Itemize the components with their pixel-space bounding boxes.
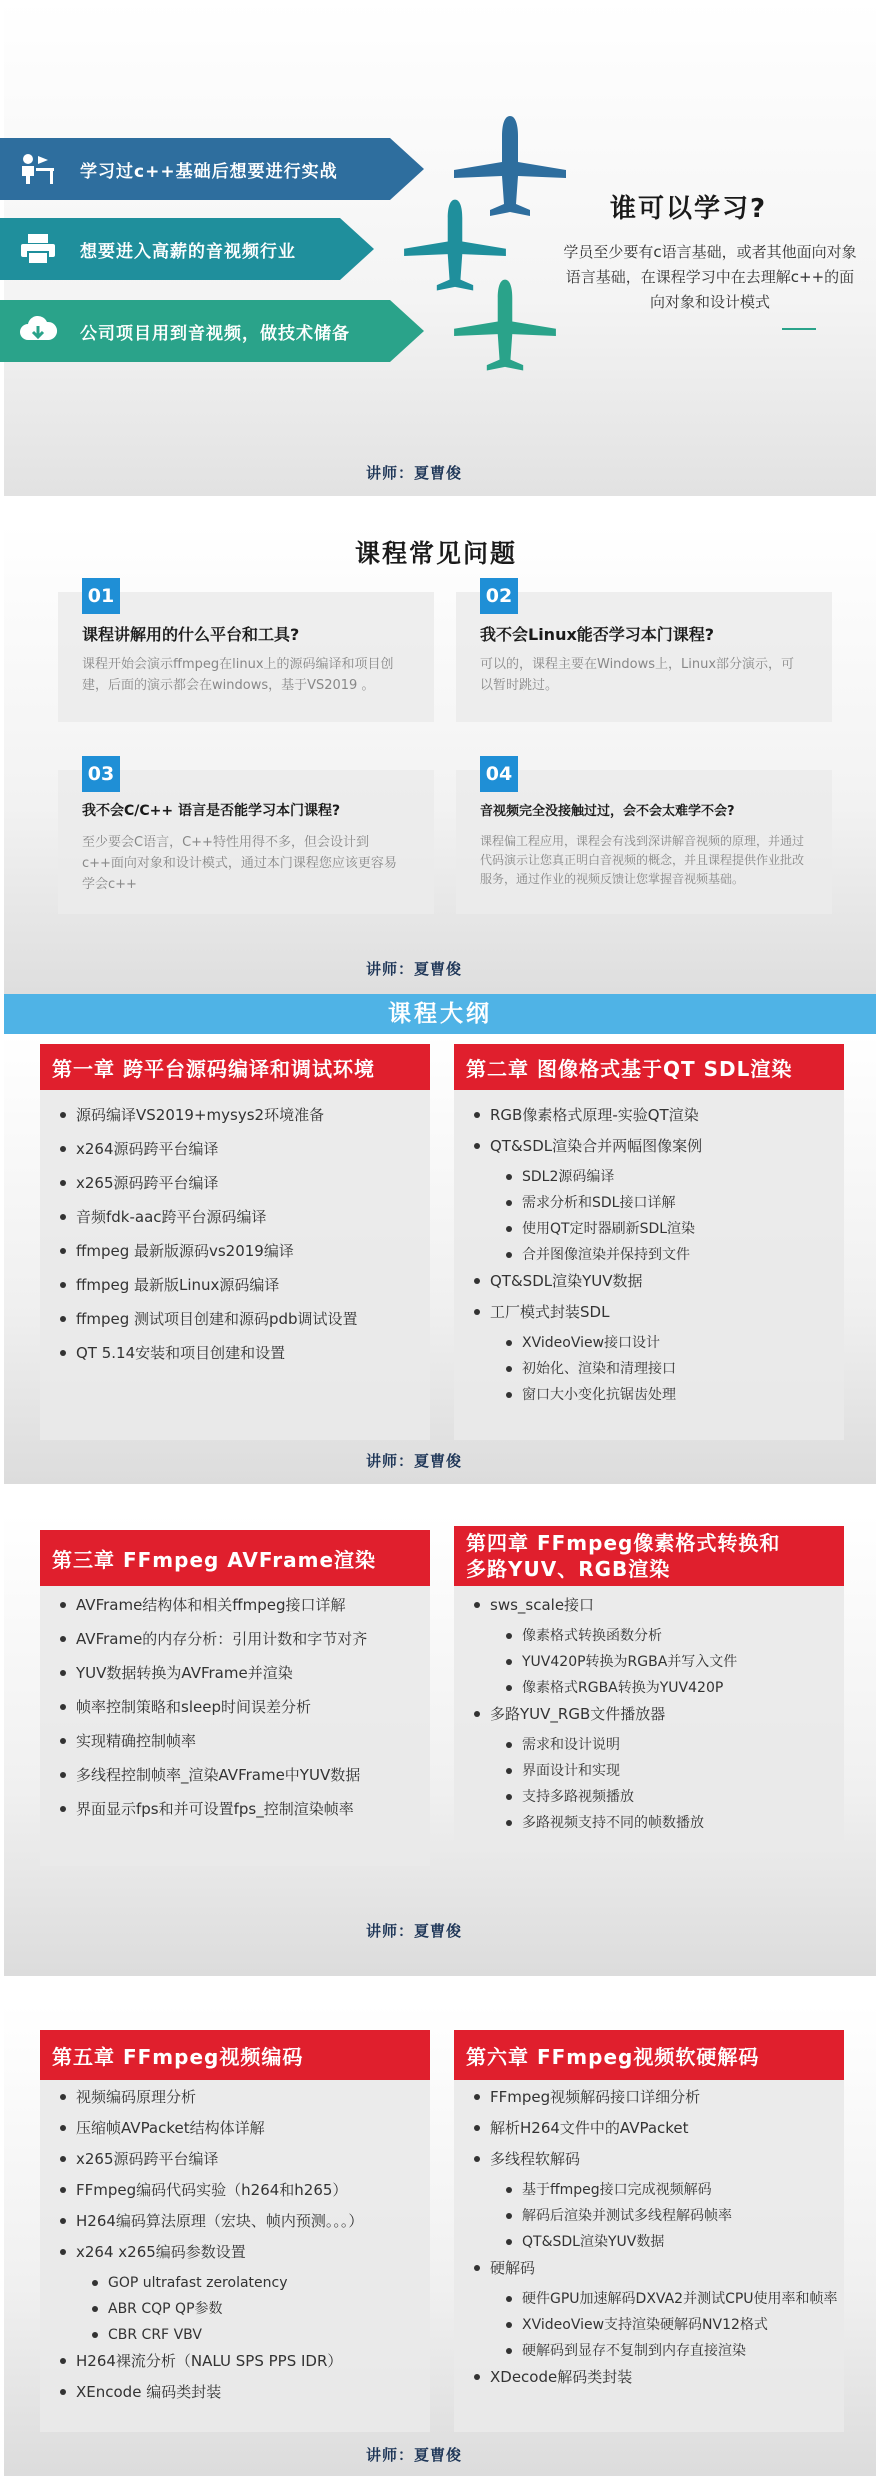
airplane-icon — [450, 276, 560, 376]
list-item: FFmpeg编码代码实验（h264和h265） — [58, 2179, 430, 2201]
list-item: AVFrame结构体和相关ffmpeg接口详解 — [58, 1594, 430, 1616]
list-subitem: YUV420P转换为RGBA并写入文件 — [472, 1651, 844, 1673]
printer-icon — [18, 232, 58, 266]
list-item: 界面显示fps和并可设置fps_控制渲染帧率 — [58, 1798, 430, 1820]
list-item: 多线程控制帧率_渲染AVFrame中YUV数据 — [58, 1764, 430, 1786]
ribbon-1 — [0, 138, 424, 200]
chapter-6-body — [454, 2080, 844, 2432]
chapter-4-title-line2: 多路YUV、RGB渲染 — [466, 1557, 671, 1581]
divider — [782, 328, 816, 330]
ribbon-3-label: 公司项目用到音视频，做技术储备 — [80, 323, 350, 344]
list-subitem: 合并图像渲染并保持到文件 — [472, 1244, 844, 1266]
ribbon-2-label: 想要进入高薪的音视频行业 — [80, 241, 296, 262]
faq-answer: 可以的，课程主要在Windows上，Linux部分演示，可以暂时跳过。 — [480, 657, 795, 693]
list-item: XDecode解码类封装 — [472, 2366, 844, 2388]
list-subitem: 使用QT定时器刷新SDL渲染 — [472, 1218, 844, 1240]
list-subitem: 多路视频支持不同的帧数播放 — [472, 1812, 844, 1834]
list-item: QT&SDL渲染合并两幅图像案例 — [472, 1135, 844, 1157]
list-item: x264 x265编码参数设置 — [58, 2241, 430, 2263]
list-item: QT 5.14安装和项目创建和设置 — [58, 1342, 430, 1364]
list-item: RGB像素格式原理-实验QT渲染 — [472, 1104, 844, 1126]
list-item: 工厂模式封装SDL — [472, 1301, 844, 1323]
list-item: 硬解码 — [472, 2257, 844, 2279]
list-subitem: 硬件GPU加速解码DXVA2并测试CPU使用率和帧率 — [472, 2288, 844, 2310]
list-subitem: 支持多路视频播放 — [472, 1786, 844, 1808]
list-item: H264裸流分析（NALU SPS PPS IDR） — [58, 2350, 430, 2372]
list-subitem: 解码后渲染并测试多线程解码帧率 — [472, 2205, 844, 2227]
list-item: x264源码跨平台编译 — [58, 1138, 430, 1160]
chapter-3-title: 第三章 FFmpeg AVFrame渲染 — [40, 1530, 430, 1586]
list-subitem: 窗口大小变化抗锯齿处理 — [472, 1384, 844, 1406]
list-item: x265源码跨平台编译 — [58, 1172, 430, 1194]
list-item: 源码编译VS2019+mysys2环境准备 — [58, 1104, 430, 1126]
list-item: H264编码算法原理（宏块、帧内预测。。。） — [58, 2210, 430, 2232]
list-subitem: ABR CQP QP参数 — [58, 2298, 430, 2320]
list-subitem: 初始化、渲染和清理接口 — [472, 1358, 844, 1380]
ribbon-2 — [0, 218, 374, 280]
ribbon-1-label: 学习过c++基础后想要进行实战 — [80, 161, 338, 182]
chapter-5-body — [40, 2080, 430, 2432]
list-subitem: QT&SDL渲染YUV数据 — [472, 2231, 844, 2253]
faq-card-4 — [456, 763, 832, 914]
list-item: ffmpeg 最新版Linux源码编译 — [58, 1274, 430, 1296]
faq-card-3 — [58, 763, 434, 914]
cloud-download-icon — [18, 314, 58, 348]
faq-question: 课程讲解用的什么平台和工具? — [82, 625, 300, 644]
list-item: sws_scale接口 — [472, 1594, 844, 1616]
faq-number: 02 — [480, 578, 518, 614]
list-item: 帧率控制策略和sleep时间误差分析 — [58, 1696, 430, 1718]
outline-banner: 课程大纲 — [4, 994, 876, 1034]
list-subitem: CBR CRF VBV — [58, 2324, 430, 2346]
list-item: 音频fdk-aac跨平台源码编译 — [58, 1206, 430, 1228]
faq-card-2 — [456, 585, 832, 722]
list-subitem: 像素格式转换函数分析 — [472, 1625, 844, 1647]
list-subitem: 硬解码到显存不复制到内存直接渲染 — [472, 2340, 844, 2362]
list-item: QT&SDL渲染YUV数据 — [472, 1270, 844, 1292]
list-subitem: 界面设计和实现 — [472, 1760, 844, 1782]
faq-question: 我不会C/C++ 语言是否能学习本门课程? — [82, 803, 341, 819]
chapter-4-body — [454, 1586, 844, 1846]
lecturer-label: 讲师：夏曹俊 — [366, 1452, 463, 1470]
faq-question: 音视频完全没接触过过，会不会太难学不会? — [480, 804, 735, 819]
list-item: 多线程软解码 — [472, 2148, 844, 2170]
chapter-2-body — [454, 1090, 844, 1440]
list-subitem: 需求分析和SDL接口详解 — [472, 1192, 844, 1214]
chapter-3-body — [40, 1586, 430, 1866]
list-subitem: XVideoView接口设计 — [472, 1332, 844, 1354]
list-item: ffmpeg 最新版源码vs2019编译 — [58, 1240, 430, 1262]
faq-answer: 课程开始会演示ffmpeg在linux上的源码编译和项目创建，后面的演示都会在windows，基于VS2019 。 — [82, 657, 394, 693]
chapter-1-title: 第一章 跨平台源码编译和调试环境 — [40, 1044, 430, 1090]
list-item: x265源码跨平台编译 — [58, 2148, 430, 2170]
who-description: 学员至少要有c语言基础，或者其他面向对象语言基础，在课程学习中在去理解c++的面向对象和设计模式 — [563, 243, 857, 311]
chapter-4-title-line1: 第四章 FFmpeg像素格式转换和 — [466, 1531, 781, 1555]
list-item: YUV数据转换为AVFrame并渲染 — [58, 1662, 430, 1684]
list-item: AVFrame的内存分析：引用计数和字节对齐 — [58, 1628, 430, 1650]
chapter-4-title — [454, 1526, 844, 1586]
lecturer-label: 讲师：夏曹俊 — [366, 2446, 463, 2464]
list-item: 解析H264文件中的AVPacket — [472, 2117, 844, 2139]
list-item: 压缩帧AVPacket结构体详解 — [58, 2117, 430, 2139]
list-item: 多路YUV_RGB文件播放器 — [472, 1703, 844, 1725]
list-item: 视频编码原理分析 — [58, 2086, 430, 2108]
faq-card-1 — [58, 585, 434, 722]
lecturer-label: 讲师：夏曹俊 — [366, 960, 463, 978]
student-desk-icon — [18, 152, 58, 186]
faq-number: 03 — [82, 756, 120, 792]
chapter-6-title: 第六章 FFmpeg视频软硬解码 — [454, 2030, 844, 2080]
faq-answer: 至少要会C语言，C++特性用得不多，但会设计到c++面向对象和设计模式，通过本门课程您应该更容易学会c++ — [82, 835, 397, 892]
list-subitem: 像素格式RGBA转换为YUV420P — [472, 1677, 844, 1699]
ribbon-3 — [0, 300, 424, 362]
list-subitem: 需求和设计说明 — [472, 1734, 844, 1756]
list-subitem: XVideoView支持渲染硬解码NV12格式 — [472, 2314, 844, 2336]
list-subitem: GOP ultrafast zerolatency — [58, 2272, 430, 2294]
lecturer-label: 讲师：夏曹俊 — [366, 1922, 463, 1940]
list-item: ffmpeg 测试项目创建和源码pdb调试设置 — [58, 1308, 430, 1330]
faq-number: 01 — [82, 578, 120, 614]
list-item: XEncode 编码类封装 — [58, 2381, 430, 2403]
chapter-2-title: 第二章 图像格式基于QT SDL渲染 — [454, 1044, 844, 1090]
faq-answer: 课程偏工程应用，课程会有浅到深讲解音视频的原理，并通过代码演示让您真正明白音视频的概念，并且课程提供作业批改服务，通过作业的视频反馈让您掌握音视频基础。 — [480, 834, 805, 886]
lecturer-label: 讲师：夏曹俊 — [366, 464, 463, 482]
faq-question: 我不会Linux能否学习本门课程? — [480, 625, 715, 644]
list-item: 实现精确控制帧率 — [58, 1730, 430, 1752]
list-subitem: 基于ffmpeg接口完成视频解码 — [472, 2179, 844, 2201]
faq-title: 课程常见问题 — [354, 539, 517, 568]
chapter-5-title: 第五章 FFmpeg视频编码 — [40, 2030, 430, 2080]
list-item: FFmpeg视频解码接口详细分析 — [472, 2086, 844, 2108]
who-title: 谁可以学习? — [610, 194, 768, 224]
faq-number: 04 — [480, 756, 518, 792]
chapter-1-body — [40, 1090, 430, 1440]
list-subitem: SDL2源码编译 — [472, 1166, 844, 1188]
